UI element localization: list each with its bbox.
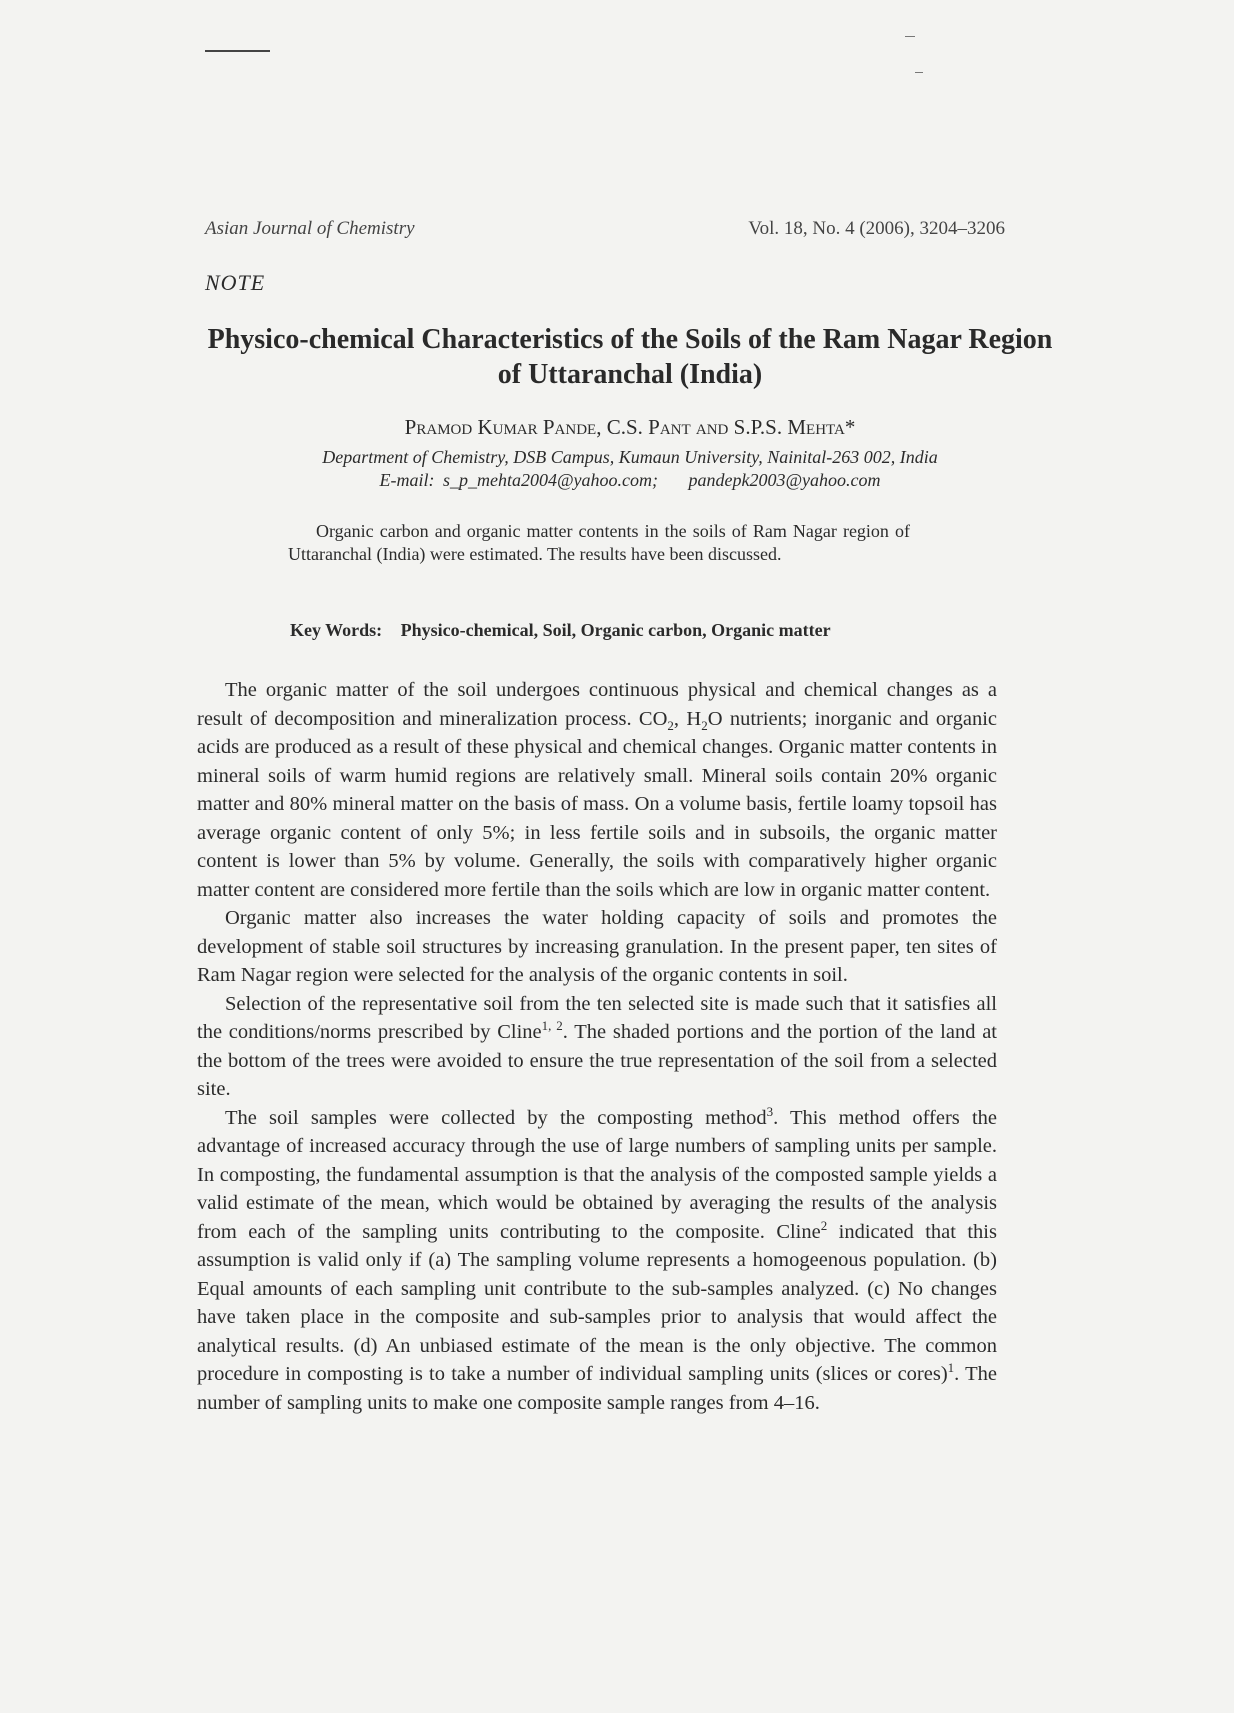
subscript: 2	[701, 717, 708, 733]
affiliation: Department of Chemistry, DSB Campus, Kumaun University, Nainital-263 002, India	[322, 447, 938, 467]
note-label: NOTE	[205, 270, 266, 295]
paragraph	[197, 1104, 997, 1418]
scan-mark	[915, 72, 923, 73]
subscript: 2	[667, 717, 674, 733]
abstract: Organic carbon and organic matter contents in the soils of Ram Nagar region of Uttaranchal (India) were estimated. The results have been discussed.	[288, 521, 910, 564]
text-run: , H	[673, 707, 702, 730]
keywords	[290, 620, 930, 641]
paragraph: Organic matter also increases the water holding capacity of soils and promotes the development of stable soil structures by increasing granulation. In the present paper, ten sites of Ram Nagar region were selected for the analysis of the organic contents in soil.	[197, 907, 997, 986]
volume-info: Vol. 18, No. 4 (2006), 3204–3206	[748, 218, 1005, 239]
text-run: . This method offers the advantage of increased accuracy through the use of large numbers of sampling units per sample. In composting, the fundamental assumption is that the analysis of the composted sample yields a valid estimate of the mean, which would be obtained by averaging the results of the analysis from each of the sampling units contributing to the composite. Cline	[197, 1106, 998, 1243]
text-run: . The number of sampling units to make one composite sample ranges from 4–16.	[197, 1363, 997, 1414]
paragraph	[197, 990, 997, 1104]
citation-superscript: 3	[766, 1103, 774, 1119]
text-run: O nutrients; inorganic and organic acids are produced as a result of these physical and chemical changes. Organic matter contents in mineral soils of warm humid regions are relatively small. Mineral soils contain 20% organic matter and 80% mineral matter on the basis of mass. On a volume basis, fertile loamy topsoil has average organic content of only 5%; in less fertile soils and in subsoils, the organic matter content is lower than 5% by volume. Generally, the soils with comparatively higher organic matter content are considered more fertile than the soils which are low in organic matter content.	[197, 707, 998, 901]
text-run: The soil samples were collected by the composting method	[225, 1106, 767, 1129]
keywords-label: Key Words:	[290, 620, 383, 640]
citation-superscript: 2	[820, 1217, 828, 1233]
text-run: indicated that this assumption is valid only if (a) The sampling volume represents a homogeenous population. (b) Equal amounts of each sampling unit contribute to the sub-samples analyzed. (c) No changes have taken place in the composite and sub-samples prior to analysis that would affect the analytical results. (d) An unbiased estimate of the mean is the only objective. The common procedure in composting is to take a number of individual sampling units (slices or cores)	[197, 1220, 997, 1385]
scan-mark	[205, 50, 270, 52]
paragraph	[197, 676, 997, 904]
body-text	[197, 676, 997, 1417]
email-line	[200, 470, 1060, 491]
paper-title: Physico-chemical Characteristics of the Soils of the Ram Nagar Region of Uttaranchal (India)	[207, 324, 1053, 390]
text-run: . The shaded portions and the portion of the land at the bottom of the trees were avoided to ensure the true representation of the soil from a selected site.	[197, 1021, 997, 1100]
email-address-1: s_p_mehta2004@yahoo.com;	[442, 470, 658, 490]
authors: Pramod Kumar Pande, C.S. Pant and S.P.S. Mehta*	[404, 415, 856, 439]
email-address-2: pandepk2003@yahoo.com	[688, 470, 881, 490]
citation-superscript: 1, 2	[541, 1018, 563, 1034]
text-run: The organic matter of the soil undergoes continuous physical and chemical changes as a result of decomposition and mineralization process. CO	[197, 679, 997, 730]
citation-superscript: 1	[947, 1360, 955, 1376]
keywords-values: Physico-chemical, Soil, Organic carbon, Organic matter	[400, 620, 831, 640]
journal-name: Asian Journal of Chemistry	[205, 218, 415, 239]
scan-mark	[905, 36, 915, 37]
email-label: E-mail:	[379, 470, 435, 490]
text-run: Selection of the representative soil from the ten selected site is made such that it satisfies all the conditions/norms prescribed by Cline	[197, 992, 997, 1043]
